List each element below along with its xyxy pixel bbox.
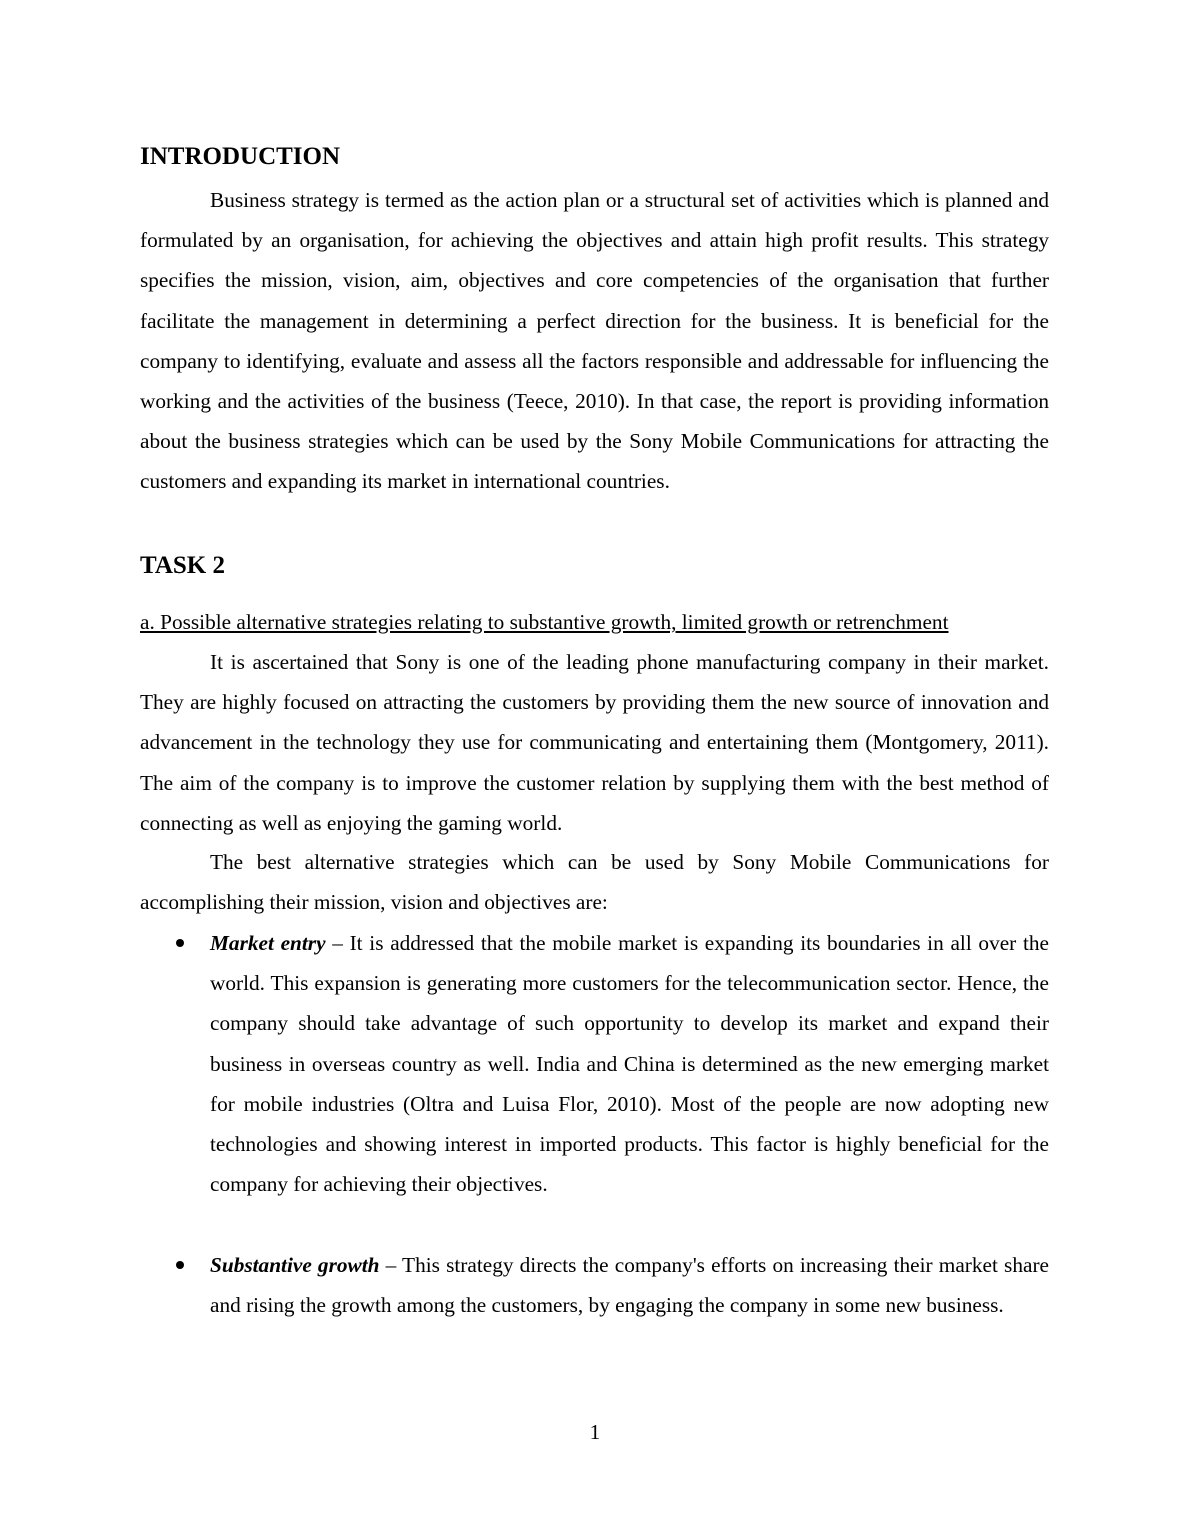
list-item — [140, 1245, 1049, 1325]
strategy-term: Substantive growth — [210, 1253, 380, 1277]
list-item — [140, 923, 1049, 1204]
page-number: 1 — [589, 1420, 601, 1444]
introduction-heading: INTRODUCTION — [140, 143, 341, 170]
task-paragraph-2: The best alternative strategies which can be used by Sony Mobile Communications for accomplishing their mission, vision and objectives are: — [140, 850, 1049, 915]
strategy-term: Market entry — [210, 931, 326, 955]
strategy-list-item-market-entry — [140, 923, 1049, 1204]
section-a-subheading: a. Possible alternative strategies relating to substantive growth, limited growth or retrenchment — [140, 610, 949, 634]
task-paragraph-1: It is ascertained that Sony is one of the leading phone manufacturing company in their market. They are highly focused on attracting the customers by providing them the new source of innovation and advancement in the technology they use for communicating and entertaining them (Montgomery, 2011). The aim of the company is to improve the customer relation by supplying them with the best method of connecting as well as enjoying the gaming world. — [140, 650, 1049, 835]
strategy-description: – It is addressed that the mobile market is expanding its boundaries in all over the world. This expansion is generating more customers for the telecommunication sector. Hence, the company should take advantage of such opportunity to develop its market and expand their business in overseas country as well. India and China is determined as the new emerging market for mobile industries (Oltra and Luisa Flor, 2010). Most of the people are now adopting new technologies and showing interest in imported products. This factor is highly beneficial for the company for achieving their objectives. — [210, 931, 1049, 1197]
bullet-icon — [176, 939, 184, 947]
introduction-paragraph: Business strategy is termed as the action plan or a structural set of activities which is planned and formulated by an organisation, for achieving the objectives and attain high profit results. This strategy specifies the mission, vision, aim, objectives and core competencies of the organisation that further facilitate the management in determining a perfect direction for the business. It is beneficial for the company to identifying, evaluate and assess all the factors responsible and addressable for influencing the working and the activities of the business (Teece, 2010). In that case, the report is providing information about the business strategies which can be used by the Sony Mobile Communications for attracting the customers and expanding its market in international countries. — [140, 188, 1049, 494]
strategy-description: – This strategy directs the company's efforts on increasing their market share and rising the growth among the customers, by engaging the company in some new business. — [210, 1253, 1049, 1318]
bullet-icon — [176, 1261, 184, 1269]
task-2-heading: TASK 2 — [140, 552, 225, 579]
strategy-list-item-substantive-growth — [140, 1245, 1049, 1325]
